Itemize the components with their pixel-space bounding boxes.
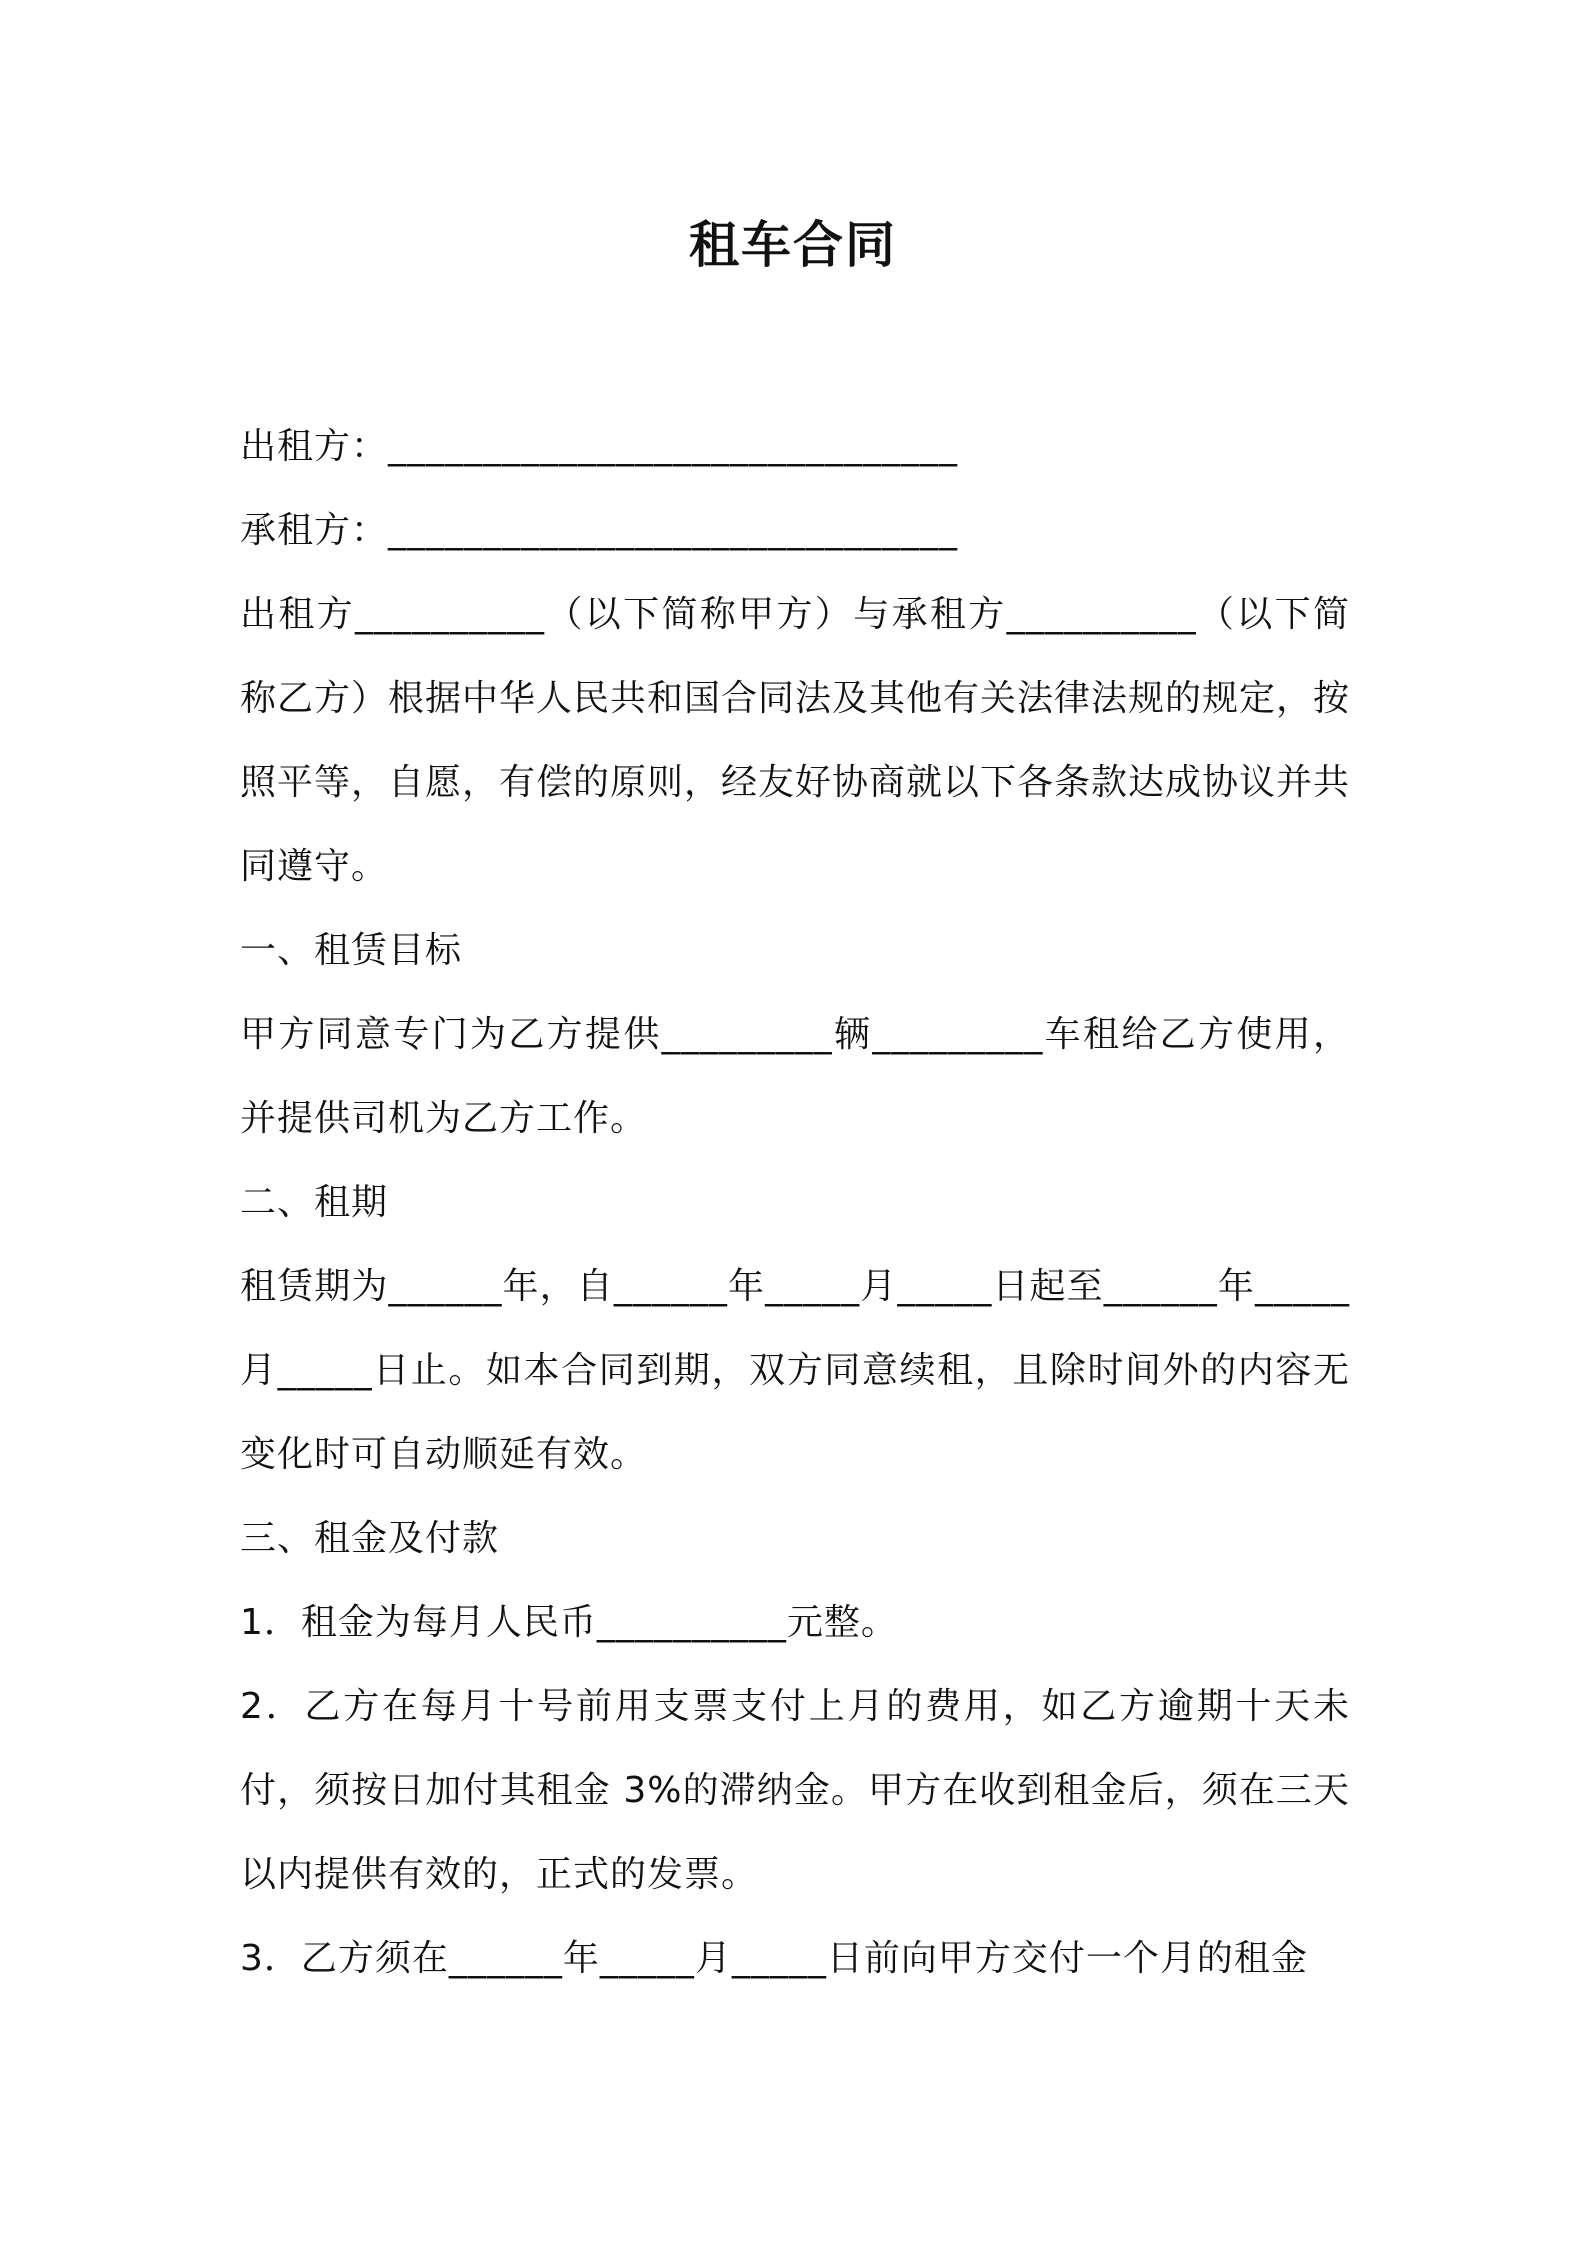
section2-paragraph: 租赁期为______年，自______年_____月_____日起至______年_____月_____日止。如本合同到期，双方同意续租，且除时间外的内容无变化时可自动顺延有效。 [240, 1266, 1350, 1475]
section1-heading: 一、租赁目标 [240, 930, 463, 971]
document-title: 租车合同 [689, 216, 897, 274]
section3-item-1: 1．租金为每月人民币__________元整。 [240, 1602, 898, 1643]
lessee-line: 承租方：______________________________ [240, 510, 959, 551]
section3-item-3: 3．乙方须在______年_____月_____日前向甲方交付一个月的租金 [240, 1938, 1308, 1979]
lessor-line: 出租方：______________________________ [240, 426, 959, 467]
section3-heading: 三、租金及付款 [240, 1518, 500, 1559]
section1-paragraph: 甲方同意专门为乙方提供_________辆_________车租给乙方使用，并提供司机为乙方工作。 [240, 1014, 1350, 1139]
section2-heading: 二、租期 [240, 1182, 389, 1223]
preamble-paragraph: 出租方__________（以下简称甲方）与承租方__________（以下简称乙方）根据中华人民共和国合同法及其他有关法律法规的规定，按照平等，自愿，有偿的原则，经友好协商就以下各条款达成协议并共同遵守。 [240, 594, 1351, 887]
document-body [240, 405, 1350, 2001]
section3-item-2: 2．乙方在每月十号前用支票支付上月的费用，如乙方逾期十天未付，须按日加付其租金 3%的滞纳金。甲方在收到租金后，须在三天以内提供有效的，正式的发票。 [240, 1686, 1350, 1895]
